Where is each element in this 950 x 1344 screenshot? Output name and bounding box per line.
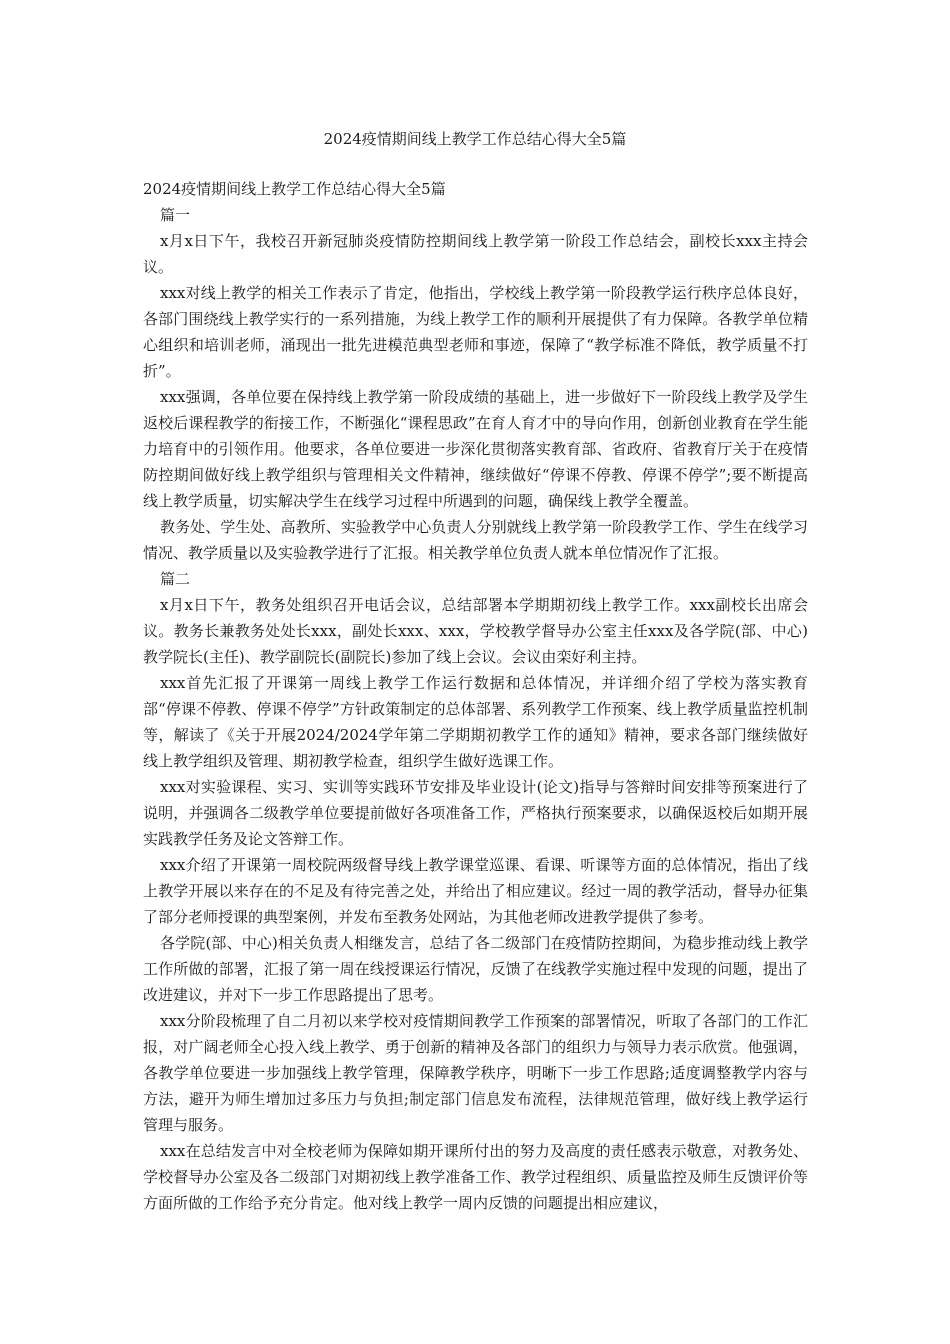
section-heading-2: 篇二 [160,570,191,588]
paragraph: xxx强调，各单位要在保持线上教学第一阶段成绩的基础上，进一步做好下一阶段线上教学及学生返校后课程教学的衔接工作，不断强化“课程思政”在育人育才中的导向作用，创新创业教育在学生能力培育中的引领作用。他要求，各单位要进一步深化贯彻落实教育部、省政府、省教育厅关于在疫情防控期间做好线上教学组织与管理相关文件精神，继续做好“停课不停教、停课不停学”;要不断提高线上教学质量，切实解决学生在线学习过程中所遇到的问题，确保线上教学全覆盖。 [143,388,808,510]
paragraph: xxx介绍了开课第一周校院两级督导线上教学课堂巡课、看课、听课等方面的总体情况，指出了线上教学开展以来存在的不足及有待完善之处，并给出了相应建议。经过一周的教学活动，督导办征集了部分老师授课的典型案例，并发布至教务处网站，为其他老师改进教学提供了参考。 [143,856,808,926]
document-title: 2024疫情期间线上教学工作总结心得大全5篇 [323,130,627,148]
paragraph: xxx对线上教学的相关工作表示了肯定，他指出，学校线上教学第一阶段教学运行秩序总体良好，各部门围绕线上教学实行的一系列措施，为线上教学工作的顺利开展提供了有力保障。各教学单位精心组织和培训老师，涌现出一批先进模范典型老师和事迹，保障了“教学标准不降低，教学质量不打折”。 [143,284,808,380]
paragraph: 各学院(部、中心)相关负责人相继发言，总结了各二级部门在疫情防控期间，为稳步推动线上教学工作所做的部署，汇报了第一周在线授课运行情况，反馈了在线教学实施过程中发现的问题，提出了改进建议，并对下一步工作思路提出了思考。 [143,934,808,1004]
paragraph: xxx对实验课程、实习、实训等实践环节安排及毕业设计(论文)指导与答辩时间安排等预案进行了说明，并强调各二级教学单位要提前做好各项准备工作，严格执行预案要求，以确保返校后如期开展实践教学任务及论文答辩工作。 [143,778,808,848]
section-heading-1: 篇一 [160,206,191,224]
document-body [143,176,808,1216]
paragraph: 教务处、学生处、高教所、实验教学中心负责人分别就线上教学第一阶段教学工作、学生在线学习情况、教学质量以及实验教学进行了汇报。相关教学单位负责人就本单位情况作了汇报。 [143,518,808,562]
paragraph: x月x日下午，我校召开新冠肺炎疫情防控期间线上教学第一阶段工作总结会，副校长xxx主持会议。 [143,232,808,276]
paragraph: xxx在总结发言中对全校老师为保障如期开课所付出的努力及高度的责任感表示敬意，对教务处、学校督导办公室及各二级部门对期初线上教学准备工作、教学过程组织、质量监控及师生反馈评价等方面所做的工作给予充分肯定。他对线上教学一周内反馈的问题提出相应建议， [143,1142,808,1212]
paragraph: xxx分阶段梳理了自二月初以来学校对疫情期间教学工作预案的部署情况，听取了各部门的工作汇报，对广阔老师全心投入线上教学、勇于创新的精神及各部门的组织力与领导力表示欣赏。他强调，各教学单位要进一步加强线上教学管理，保障教学秩序，明晰下一步工作思路;适度调整教学内容与方法，避开为师生增加过多压力与负担;制定部门信息发布流程，法律规范管理，做好线上教学运行管理与服务。 [143,1012,808,1134]
document-subtitle: 2024疫情期间线上教学工作总结心得大全5篇 [143,180,446,198]
paragraph: xxx首先汇报了开课第一周线上教学工作运行数据和总体情况，并详细介绍了学校为落实教育部“停课不停教、停课不停学”方针政策制定的总体部署、系列教学工作预案、线上教学质量监控机制等，解读了《关于开展2024/2024学年第二学期期初教学工作的通知》精神，要求各部门继续做好线上教学组织及管理、期初教学检查，组织学生做好选课工作。 [143,674,808,770]
paragraph: x月x日下午，教务处组织召开电话会议，总结部署本学期期初线上教学工作。xxx副校长出席会议。教务长兼教务处处长xxx，副处长xxx、xxx，学校教学督导办公室主任xxx及各学院(部、中心)教学院长(主任)、教学副院长(副院长)参加了线上会议。会议由栾好利主持。 [143,596,808,666]
